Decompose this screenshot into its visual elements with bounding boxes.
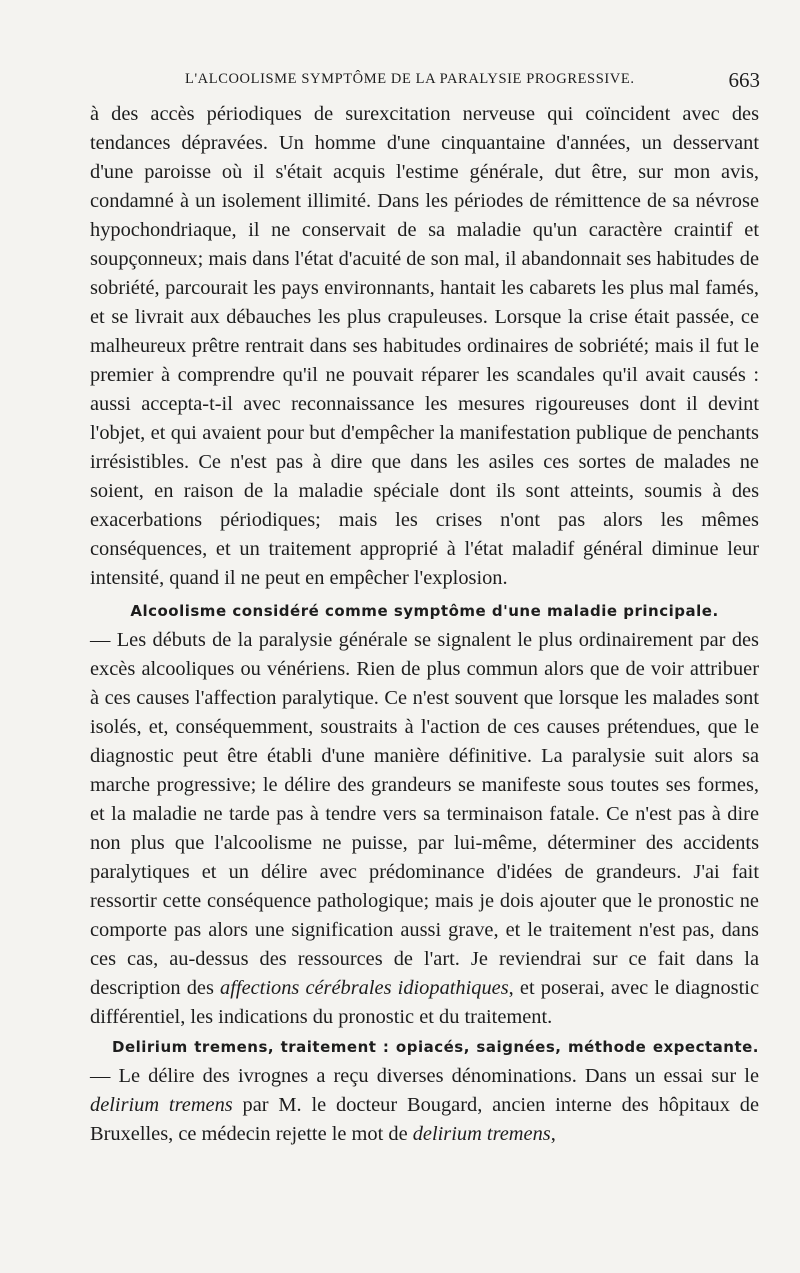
paragraph-text: — Le délire des ivrognes a reçu diverses dénominations. Dans un essai sur le — [90, 1065, 759, 1087]
paragraph-delirium — [90, 1032, 759, 1149]
italic-term: affections cérébrales idiopathiques — [220, 977, 509, 999]
section-heading-alcoolisme: Alcoolisme considéré comme symptôme d'une maladie principale. — [130, 602, 719, 620]
page-header — [90, 68, 760, 98]
page-body — [90, 100, 759, 1149]
paragraph-text: — Les débuts de la paralysie générale se signalent le plus ordinairement par des excès alcooliques ou vénériens. Rien de plus commun alors que de voir attribuer à ces causes l'affection paralytique. Ce n'est souvent que lorsque les malades sont isolés, et, conséquemment, soustraits à l'action de ces causes prétendues, que le diagnostic peut être établi d'une manière définitive. La paralysie suit alors sa marche progressive; le délire des grandeurs se manifeste sous toutes ses formes, et la maladie ne tarde pas à tendre vers sa terminaison fatale. Ce n'est pas à dire non plus que l'alcoolisme ne puisse, par lui-même, déterminer des accidents paralytiques et un délire avec prédominance d'idées de grandeurs. J'ai fait ressortir cette conséquence pathologique; mais je dois ajouter que le pronostic ne comporte pas alors une signification aussi grave, et le traitement n'est pas, dans ces cas, au-dessus des ressources de l'art. Je reviendrai sur ce fait dans la description des — [90, 629, 759, 999]
paragraph-text: par M. le docteur Bougard, ancien interne des hôpitaux de Bruxelles, ce médecin rejette le mot de — [90, 1094, 759, 1145]
section-heading-delirium: Delirium tremens, traitement : opiacés, saignées, méthode expectante. — [112, 1038, 759, 1056]
running-title: L'ALCOOLISME SYMPTÔME DE LA PARALYSIE PROGRESSIVE. — [185, 71, 635, 87]
paragraph-continuation: à des accès périodiques de surexcitation nerveuse qui coïncident avec des tendances dépravées. Un homme d'une cinquantaine d'années, un desservant d'une paroisse où il s'était acquis l'estime générale, dut être, sur mon avis, condamné à un isolement illimité. Dans les périodes de rémittence de sa névrose hypochondriaque, il ne conservait de sa maladie qu'un caractère craintif et soupçonneux; mais dans l'état d'acuité de son mal, il abandonnait ses habitudes de sobriété, parcourait les pays environnants, hantait les cabarets les plus mal famés, et se livrait aux débauches les plus crapuleuses. Lorsque la crise était passée, ce malheureux prêtre rentrait dans ses habitudes ordinaires de sobriété; mais il fut le premier à comprendre qu'il ne pouvait réparer les scandales qu'il avait causés : aussi accepta-t-il avec reconnaissance les mesures rigoureuses dont il devint l'objet, et qui avaient pour but d'empêcher la manifestation publique de penchants irrésistibles. Ce n'est pas à dire que dans les asiles ces sortes de malades ne soient, en raison de la maladie spéciale dont ils sont atteints, soumis à des exacerbations périodiques; mais les crises n'ont pas alors les mêmes conséquences, et un traitement approprié à l'état maladif général diminue leur intensité, quand il ne peut en empêcher l'explosion. — [90, 103, 759, 589]
page-number: 663 — [728, 68, 760, 92]
italic-term: delirium tremens — [90, 1094, 233, 1116]
paragraph-text: , — [550, 1123, 556, 1145]
paragraph-text: , et poserai, avec le diagnostic différentiel, les indications du pronostic et du traitement. — [90, 977, 759, 1028]
italic-term: delirium tremens — [412, 1123, 551, 1145]
paragraph-alcoolisme — [90, 626, 759, 1032]
